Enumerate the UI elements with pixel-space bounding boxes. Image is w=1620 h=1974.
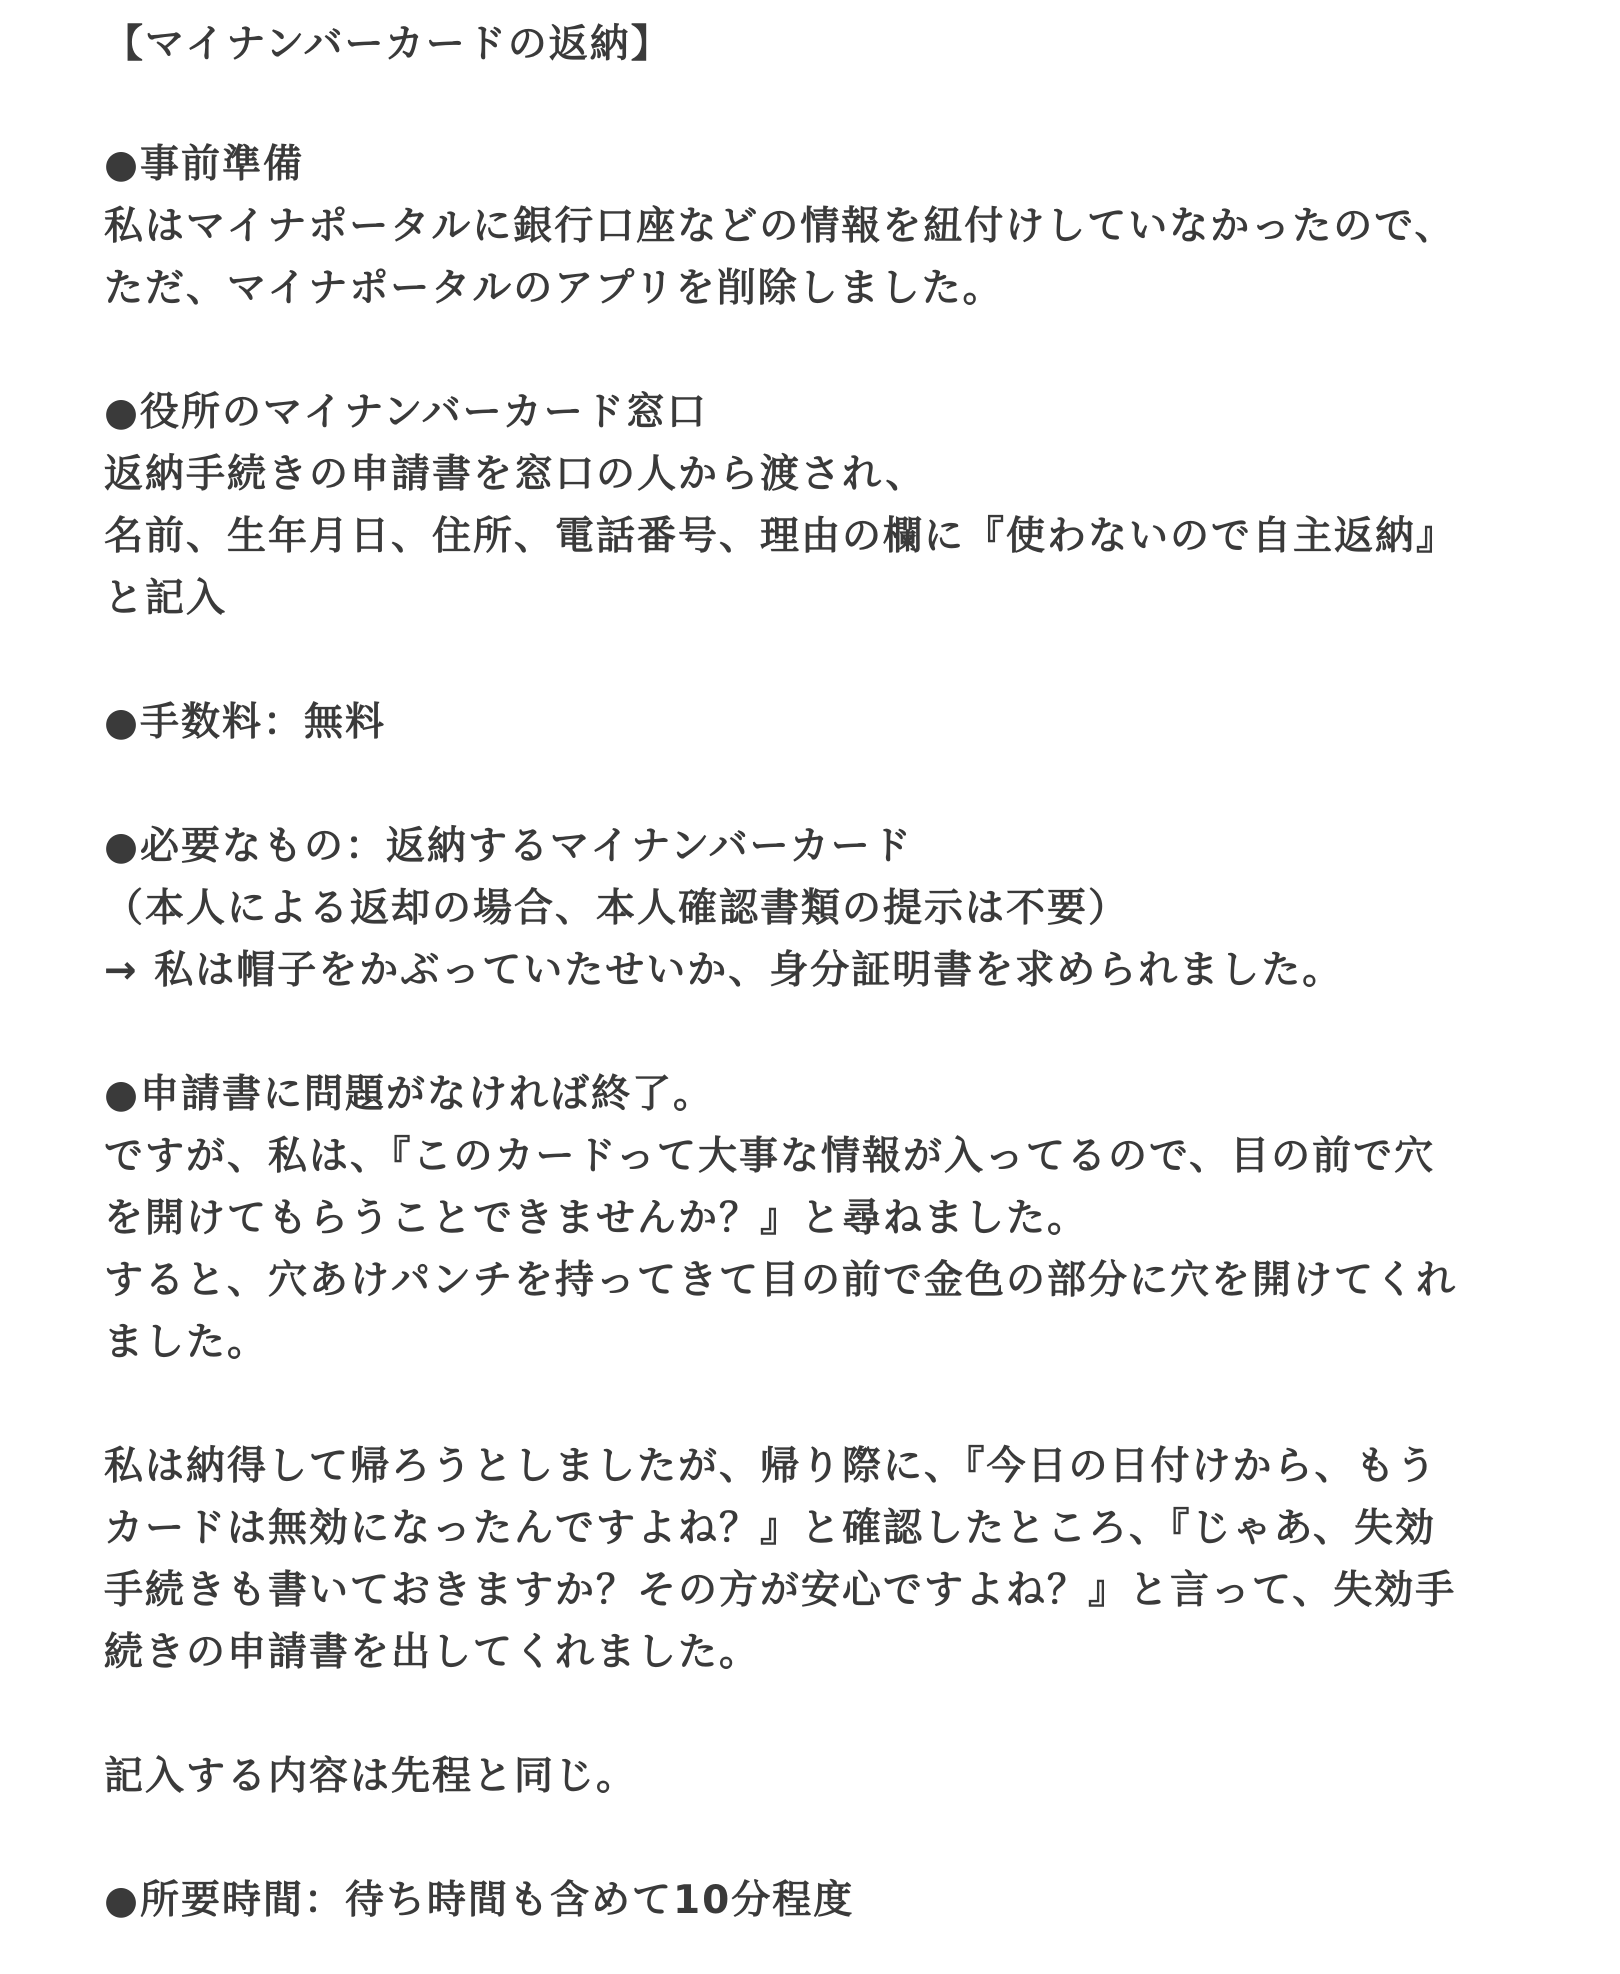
body-line: → 私は帽子をかぶっていたせいか、身分証明書を求められました。 [104,948,1344,993]
body-line: ですが、私は、『このカードって大事な情報が入ってるので、目の前で穴 [104,1134,1436,1179]
body-line: ました。 [104,1320,269,1365]
body-line: 手続きも書いておきますか？その方が安心ですよね？』と言って、失効手 [104,1568,1457,1613]
document-title: 【マイナンバーカードの返納】 [104,22,672,67]
body-line: と記入 [104,576,228,621]
body-line: （本人による返却の場合、本人確認書類の提示は不要） [104,886,1130,931]
section-heading-requirements: ●必要なもの：返納するマイナンバーカード [104,824,913,869]
body-line: すると、穴あけパンチを持ってきて目の前で金色の部分に穴を開けてくれ [104,1258,1458,1303]
body-line: を開けてもらうことできませんか？』と尋ねました。 [104,1196,1089,1241]
body-line: ただ、マイナポータルのアプリを削除しました。 [104,266,1004,311]
section-heading-preparation: ●事前準備 [104,142,305,187]
body-line: 私は納得して帰ろうとしましたが、帰り際に、『今日の日付けから、もう [104,1444,1438,1489]
section-heading-fee: ●手数料：無料 [104,700,387,745]
section-heading-completion: ●申請書に問題がなければ終了。 [104,1072,715,1117]
body-line: 私はマイナポータルに銀行口座などの情報を紐付けしていなかったので、 [104,204,1456,249]
body-line: 記入する内容は先程と同じ。 [104,1754,638,1799]
section-heading-counter: ●役所のマイナンバーカード窓口 [104,390,708,435]
body-line: カードは無効になったんですよね？』と確認したところ、『じゃあ、失効 [104,1506,1436,1551]
section-heading-time: ●所要時間：待ち時間も含めて10分程度 [104,1878,855,1923]
body-line: 返納手続きの申請書を窓口の人から渡され、 [104,452,927,497]
body-line: 続きの申請書を出してくれました。 [104,1630,761,1675]
body-line: 名前、生年月日、住所、電話番号、理由の欄に『使わないので自主返納』 [104,514,1458,559]
